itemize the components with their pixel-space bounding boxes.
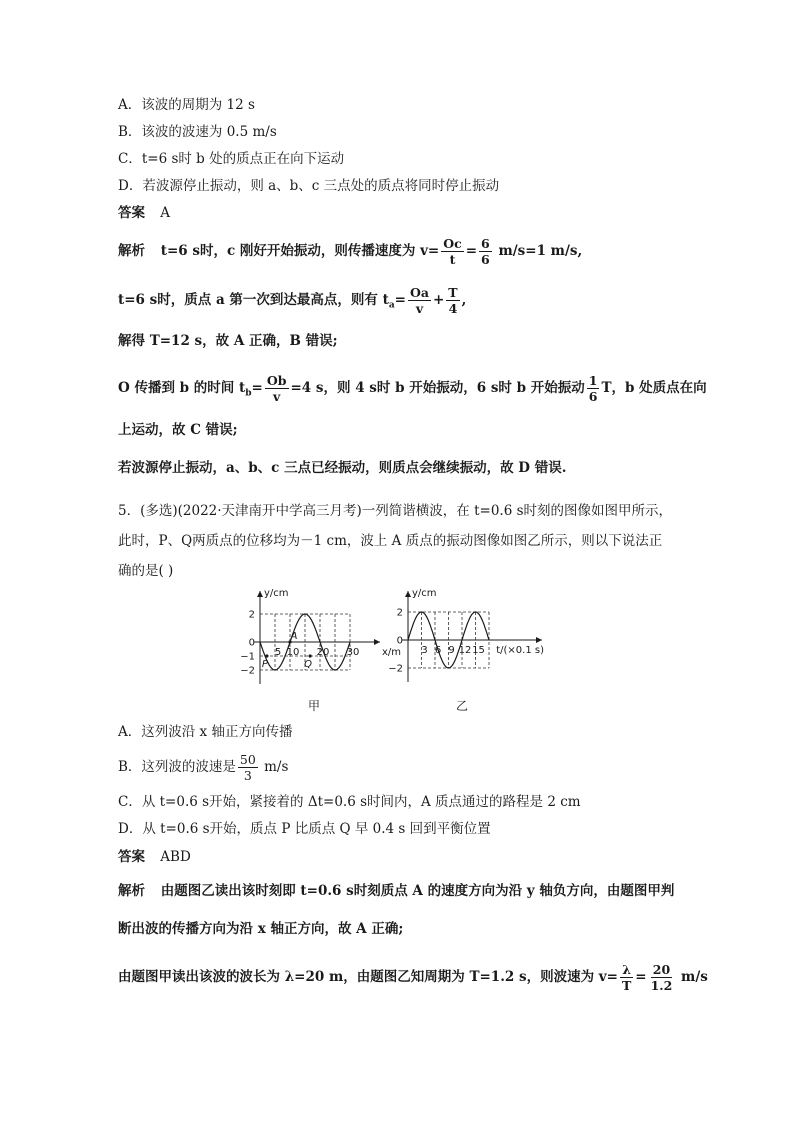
q4-option-c: C．t=6 s时 b 处的质点正在向下运动 bbox=[118, 151, 345, 167]
point-q bbox=[309, 654, 312, 657]
q5-stem-line-1: 5．(多选)(2022·天津南开中学高三月考)一列简谐横波，在 t=0.6 s时刻的图像如图甲所示， bbox=[118, 503, 673, 519]
q5-analysis-line-2: 断出波的传播方向为沿 x 轴正方向，故 A 正确; bbox=[118, 921, 404, 937]
fraction: $\frac{Ob}{v}$ bbox=[266, 373, 287, 404]
point-label-p: P bbox=[261, 659, 268, 670]
fraction: $\frac{\lambda}{T}$ bbox=[621, 962, 632, 993]
q4-analysis-line-5: 上运动，故 C 错误; bbox=[118, 422, 238, 438]
y-axis-label-yi: y/cm bbox=[412, 588, 437, 599]
figure-yi-caption: 乙 bbox=[456, 699, 469, 713]
wave-graphs-svg bbox=[230, 585, 560, 695]
q5-option-d: D．从 t=0.6 s开始，质点 P 比质点 Q 早 0.4 s 回到平衡位置 bbox=[118, 821, 491, 837]
q4-analysis-line-6: 若波源停止振动，a、b、c 三点已经振动，则质点会继续振动，故 D 错误. bbox=[118, 460, 567, 476]
q5-answer-line bbox=[118, 847, 191, 867]
q4-analysis-line-4: O 传播到 b 的时间 $t_b=$ $\frac{Ob}{v}$ =4 s，则 4 s时 b 开始振动，6 s时 b 开始振动 $\frac{1}{6}$ T，b 处质点在向 bbox=[118, 373, 707, 404]
q5-stem-line-3: 确的是( ) bbox=[118, 563, 174, 579]
answer-label: 答案 bbox=[118, 205, 145, 221]
x-tick-label-jia: 10 bbox=[286, 647, 300, 658]
fraction: $\frac{1}{6}$ bbox=[588, 373, 598, 404]
fraction: $\frac{6}{6}$ bbox=[481, 236, 490, 267]
wave-figures bbox=[230, 585, 560, 715]
x-tick-label-yi: 6 bbox=[434, 645, 442, 656]
x-tick-label-jia: 5 bbox=[274, 647, 282, 658]
q4-option-a: A．该波的周期为 12 s bbox=[118, 97, 255, 113]
q4-analysis-line-1: 解析 t=6 s时，c 刚好开始振动，则传播速度为 v= $\frac{Oc}{t}$ = $\frac{6}{6}$ m/s=1 m/s, bbox=[118, 236, 583, 267]
y-axis-arrow-yi bbox=[405, 591, 411, 597]
fraction: $\frac{50}{3}$ bbox=[239, 752, 256, 783]
answer-value: A bbox=[160, 205, 171, 221]
q5-option-b: B．这列波的波速是 $\frac{50}{3}$ m/s bbox=[118, 752, 289, 783]
q4-analysis-line-3: 解得 T=12 s，故 A 正确，B 错误; bbox=[118, 333, 338, 349]
y-tick-label-jia: 2 bbox=[248, 609, 255, 621]
y-tick-label-jia: 0 bbox=[248, 637, 255, 649]
answer-label: 答案 bbox=[118, 849, 145, 865]
answer-value: ABD bbox=[160, 849, 191, 865]
point-label-a: A bbox=[290, 631, 298, 642]
x-tick-label-jia: 20 bbox=[316, 647, 330, 658]
x-axis-arrow-jia bbox=[374, 639, 380, 645]
q4-option-d: D．若波源停止振动，则 a、b、c 三点处的质点将同时停止振动 bbox=[118, 178, 500, 194]
y-axis-arrow-jia bbox=[257, 591, 263, 597]
q5-option-c: C．从 t=0.6 s开始，紧接着的 Δt=0.6 s时间内，A 质点通过的路程是 2 cm bbox=[118, 794, 581, 810]
x-axis-label-jia: x/m bbox=[382, 647, 402, 658]
analysis-label: 解析 bbox=[118, 883, 145, 899]
y-axis-label-jia: y/cm bbox=[264, 588, 289, 599]
analysis-label: 解析 bbox=[118, 243, 145, 259]
fraction: $\frac{20}{1.2}$ bbox=[650, 962, 673, 993]
analysis-text: t=6 s时，c 刚好开始振动，则传播速度为 v= bbox=[160, 243, 440, 259]
x-tick-label-yi: 3 bbox=[421, 645, 428, 656]
y-tick-label-yi: 0 bbox=[396, 635, 403, 647]
x-tick-label-yi: 12 bbox=[458, 645, 472, 656]
q5-stem-line-2: 此时，P、Q两质点的位移均为－1 cm，波上 A 质点的振动图像如图乙所示，则以下说法正 bbox=[118, 533, 663, 549]
x-tick-label-yi: 9 bbox=[448, 645, 455, 656]
q5-analysis-line-3: 由题图甲读出该波的波长为 λ=20 m，由题图乙知周期为 T=1.2 s，则波速为 v= $\frac{\lambda}{T}$ = $\frac{20}{1.2}$ m/s bbox=[118, 962, 708, 993]
x-axis-label-yi: t/(×0.1 s) bbox=[496, 645, 544, 656]
x-tick-label-jia: 30 bbox=[346, 647, 360, 658]
q4-analysis-line-2: t=6 s时，质点 a 第一次到达最高点，则有 $t_a=$ $\frac{Oa}{v}$ + $\frac{T}{4}$ , bbox=[118, 285, 467, 316]
fraction: $\frac{Oa}{v}$ bbox=[409, 285, 429, 316]
fraction: $\frac{Oc}{t}$ bbox=[443, 236, 462, 267]
y-tick-label-yi: −2 bbox=[388, 663, 403, 675]
point-label-q: Q bbox=[304, 659, 313, 670]
q4-option-b: B．该波的波速为 0.5 m/s bbox=[118, 124, 277, 140]
y-tick-label-jia: −1 bbox=[240, 651, 255, 663]
figure-jia-caption: 甲 bbox=[308, 699, 321, 713]
y-tick-label-jia: −2 bbox=[240, 665, 255, 677]
x-tick-label-yi: 15 bbox=[472, 645, 485, 656]
x-axis-arrow-yi bbox=[536, 637, 542, 643]
q5-option-a: A．这列波沿 x 轴正方向传播 bbox=[118, 724, 293, 740]
fraction: $\frac{T}{4}$ bbox=[448, 285, 458, 316]
point-p bbox=[265, 654, 268, 657]
y-tick-label-yi: 2 bbox=[396, 607, 403, 619]
q4-answer-line bbox=[118, 203, 170, 223]
q5-analysis-line-1: 解析 由题图乙读出该时刻即 t=0.6 s时刻质点 A 的速度方向为沿 y 轴负方向，由题图甲判 bbox=[118, 883, 675, 899]
